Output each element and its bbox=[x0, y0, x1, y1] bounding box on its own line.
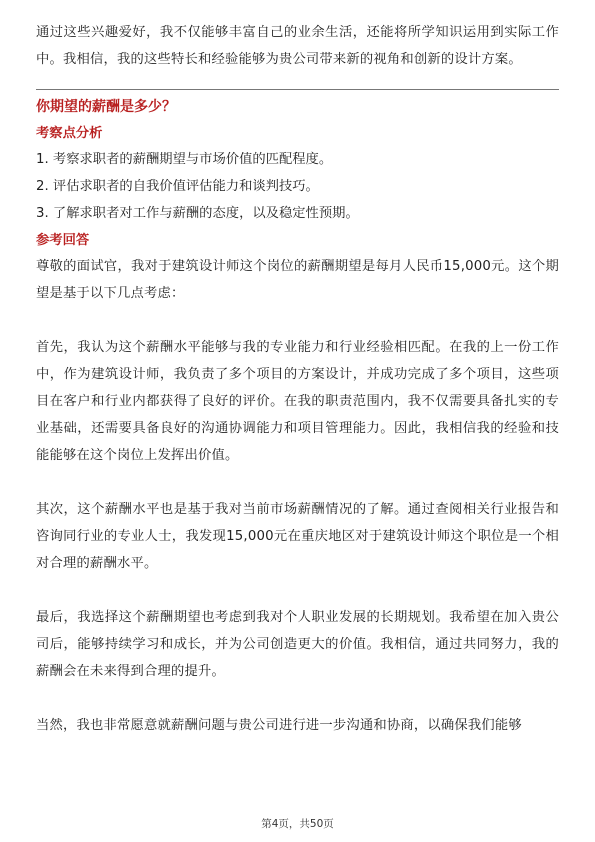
answer-paragraph: 尊敬的面试官，我对于建筑设计师这个岗位的薪酬期望是每月人民币15,000元。这个期望是基于以下几点考虑： bbox=[36, 259, 559, 301]
page-number: 第4页，共50页 bbox=[261, 818, 334, 830]
answer-paragraph: 最后，我选择这个薪酬期望也考虑到我对个人职业发展的长期规划。我希望在加入贵公司后，能够持续学习和成长，并为公司创造更大的价值。我相信，通过共同努力，我的薪酬会在未来得到合理的提升。 bbox=[36, 610, 559, 679]
answer-paragraph: 其次，这个薪酬水平也是基于我对当前市场薪酬情况的了解。通过查阅相关行业报告和咨询同行业的专业人士，我发现15,000元在重庆地区对于建筑设计师这个职位是一个相对合理的薪酬水平。 bbox=[36, 502, 559, 571]
document-page bbox=[36, 0, 559, 739]
intro-paragraph: 通过这些兴趣爱好，我不仅能够丰富自己的业余生活，还能将所学知识运用到实际工作中。我相信，我的这些特长和经验能够为贵公司带来新的视角和创新的设计方案。 bbox=[36, 25, 559, 67]
answer-paragraph: 当然，我也非常愿意就薪酬问题与贵公司进行进一步沟通和协商，以确保我们能够 bbox=[36, 718, 522, 733]
list-item: 2. 评估求职者的自我价值评估能力和谈判技巧。 bbox=[36, 179, 319, 194]
answer-heading: 参考回答 bbox=[36, 233, 90, 248]
list-item: 1. 考察求职者的薪酬期望与市场价值的匹配程度。 bbox=[36, 152, 333, 167]
list-item: 3. 了解求职者对工作与薪酬的态度，以及稳定性预期。 bbox=[36, 206, 359, 221]
answer-paragraph: 首先，我认为这个薪酬水平能够与我的专业能力和行业经验相匹配。在我的上一份工作中，作为建筑设计师，我负责了多个项目的方案设计，并成功完成了多个项目，这些项目在客户和行业内都获得了良好的评价。在我的职责范围内，我不仅需要具备扎实的专业基础，还需要具备良好的沟通协调能力和项目管理能力。因此，我相信我的经验和技能能够在这个岗位上发挥出价值。 bbox=[36, 340, 559, 463]
analysis-heading: 考察点分析 bbox=[36, 126, 103, 141]
question-title: 你期望的薪酬是多少？ bbox=[36, 99, 176, 115]
analysis-list bbox=[36, 146, 559, 227]
